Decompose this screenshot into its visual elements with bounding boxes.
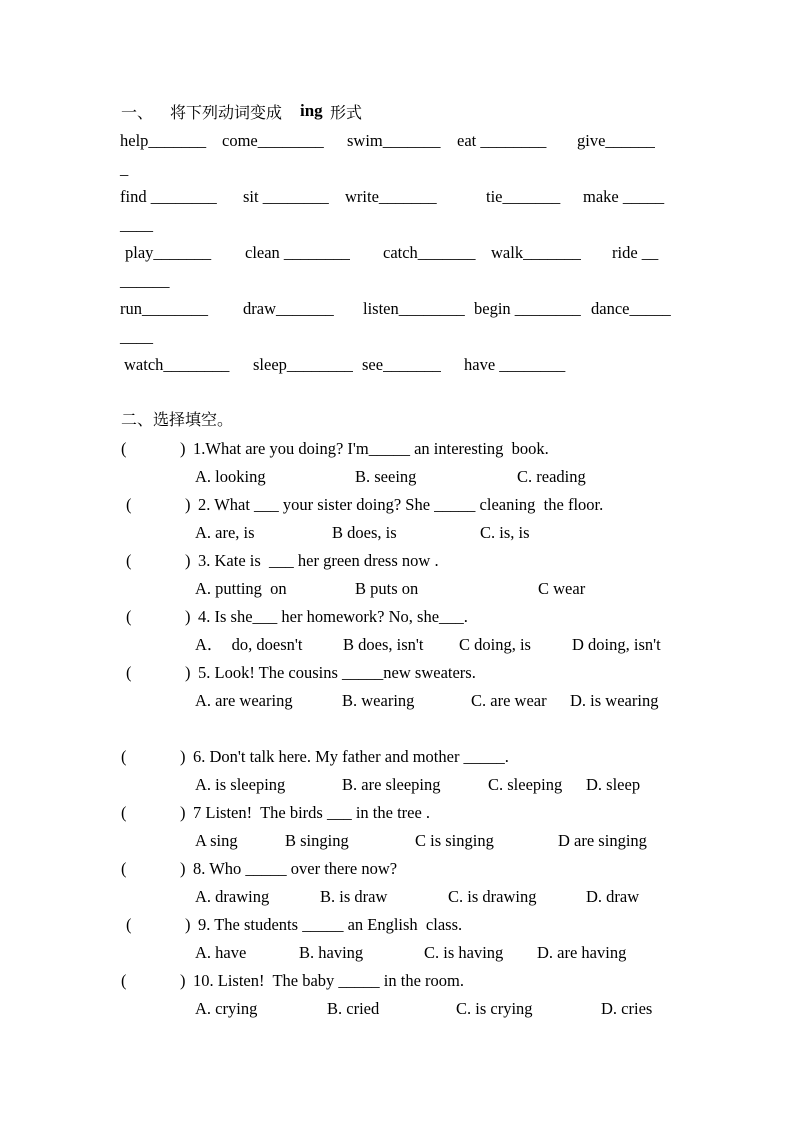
- verb-item: sleep________: [253, 355, 353, 374]
- option: A. are, is: [195, 523, 255, 542]
- option: D are singing: [558, 831, 647, 850]
- option: C is singing: [415, 831, 494, 850]
- verb-item: clean ________: [245, 243, 350, 262]
- option: D. is wearing: [570, 691, 659, 710]
- verb-item: dance_____: [591, 299, 671, 318]
- section1-title-cn2: 形式: [330, 103, 363, 122]
- verb-item: catch_______: [383, 243, 476, 262]
- option: D. draw: [586, 887, 640, 906]
- option: C wear: [538, 579, 586, 598]
- question-stem: 8. Who _____ over there now?: [193, 859, 398, 878]
- verb-item: make _____: [583, 187, 665, 206]
- question-stem: 3. Kate is ___ her green dress now .: [198, 551, 439, 570]
- question-stem: 4. Is she___ her homework? No, she___.: [198, 607, 468, 626]
- verb-item: ____: [120, 327, 153, 346]
- section2-title: 二、选择填空。: [121, 410, 234, 429]
- answer-paren-close: ): [185, 495, 191, 514]
- answer-paren-open: (: [121, 859, 127, 878]
- verb-item: draw_______: [243, 299, 334, 318]
- verb-item: give______: [577, 131, 655, 150]
- option: A. looking: [195, 467, 266, 486]
- verb-item: _: [120, 159, 129, 178]
- question-stem: 7 Listen! The birds ___ in the tree .: [193, 803, 431, 822]
- option: B. are sleeping: [342, 775, 441, 794]
- verb-item: ride __: [612, 243, 659, 262]
- option: B. having: [299, 943, 364, 962]
- verb-item: eat ________: [457, 131, 547, 150]
- option: B. wearing: [342, 691, 415, 710]
- section1-title-en: ing: [300, 101, 323, 120]
- option: D. are having: [537, 943, 627, 962]
- verb-item: watch________: [124, 355, 230, 374]
- answer-paren-close: ): [185, 915, 191, 934]
- option: D. cries: [601, 999, 653, 1018]
- section1-title-cn: 将下列动词变成: [170, 103, 283, 122]
- verb-item: help_______: [120, 131, 207, 150]
- verb-item: have ________: [464, 355, 566, 374]
- verb-item: sit ________: [243, 187, 329, 206]
- verb-item: tie_______: [486, 187, 561, 206]
- verb-item: begin ________: [474, 299, 581, 318]
- question-stem: 6. Don't talk here. My father and mother _____.: [193, 747, 509, 766]
- answer-paren-open: (: [121, 439, 127, 458]
- option: B. is draw: [320, 887, 388, 906]
- answer-paren-close: ): [180, 971, 186, 990]
- answer-paren-open: (: [126, 551, 132, 570]
- option: B puts on: [355, 579, 419, 598]
- option: D. sleep: [586, 775, 641, 794]
- verb-item: come________: [222, 131, 324, 150]
- option: A. is sleeping: [195, 775, 286, 794]
- question-stem: 2. What ___ your sister doing? She _____ cleaning the floor.: [198, 495, 604, 514]
- option: C. reading: [517, 467, 586, 486]
- verb-item: write_______: [345, 187, 437, 206]
- option: A. have: [195, 943, 247, 962]
- question-stem: 10. Listen! The baby _____ in the room.: [193, 971, 464, 990]
- answer-paren-open: (: [126, 495, 132, 514]
- option: C. sleeping: [488, 775, 563, 794]
- answer-paren-open: (: [126, 915, 132, 934]
- answer-paren-open: (: [121, 803, 127, 822]
- answer-paren-open: (: [121, 747, 127, 766]
- answer-paren-close: ): [180, 859, 186, 878]
- answer-paren-close: ): [180, 747, 186, 766]
- answer-paren-close: ): [180, 439, 186, 458]
- option: B. cried: [327, 999, 380, 1018]
- answer-paren-close: ): [180, 803, 186, 822]
- question-stem: 9. The students _____ an English class.: [198, 915, 463, 934]
- answer-paren-close: ): [185, 607, 191, 626]
- option: C. is having: [424, 943, 504, 962]
- question-stem: 1.What are you doing? I'm_____ an interesting book.: [193, 439, 549, 458]
- question-stem: 5. Look! The cousins _____new sweaters.: [198, 663, 476, 682]
- option: B singing: [285, 831, 349, 850]
- option: B does, isn't: [343, 635, 424, 654]
- option: A sing: [195, 831, 238, 850]
- verb-item: swim_______: [347, 131, 441, 150]
- option: D doing, isn't: [572, 635, 661, 654]
- answer-paren-close: ): [185, 663, 191, 682]
- answer-paren-open: (: [126, 607, 132, 626]
- verb-item: run________: [120, 299, 208, 318]
- verb-item: ____: [120, 215, 153, 234]
- option: A. drawing: [195, 887, 270, 906]
- answer-paren-open: (: [121, 971, 127, 990]
- option: A. are wearing: [195, 691, 293, 710]
- option: A． do, doesn't: [195, 635, 303, 654]
- option: C. is, is: [480, 523, 530, 542]
- option: A. crying: [195, 999, 258, 1018]
- option: B does, is: [332, 523, 397, 542]
- option: A. putting on: [195, 579, 287, 598]
- verb-item: find ________: [120, 187, 217, 206]
- answer-paren-open: (: [126, 663, 132, 682]
- verb-item: walk_______: [491, 243, 581, 262]
- option: C. is drawing: [448, 887, 537, 906]
- option: C. are wear: [471, 691, 547, 710]
- verb-item: see_______: [362, 355, 441, 374]
- verb-item: play_______: [125, 243, 212, 262]
- option: C. is crying: [456, 999, 533, 1018]
- option: B. seeing: [355, 467, 417, 486]
- section1-number: 一、: [121, 103, 154, 122]
- answer-paren-close: ): [185, 551, 191, 570]
- verb-item: ______: [120, 271, 170, 290]
- verb-item: listen________: [363, 299, 465, 318]
- option: C doing, is: [459, 635, 531, 654]
